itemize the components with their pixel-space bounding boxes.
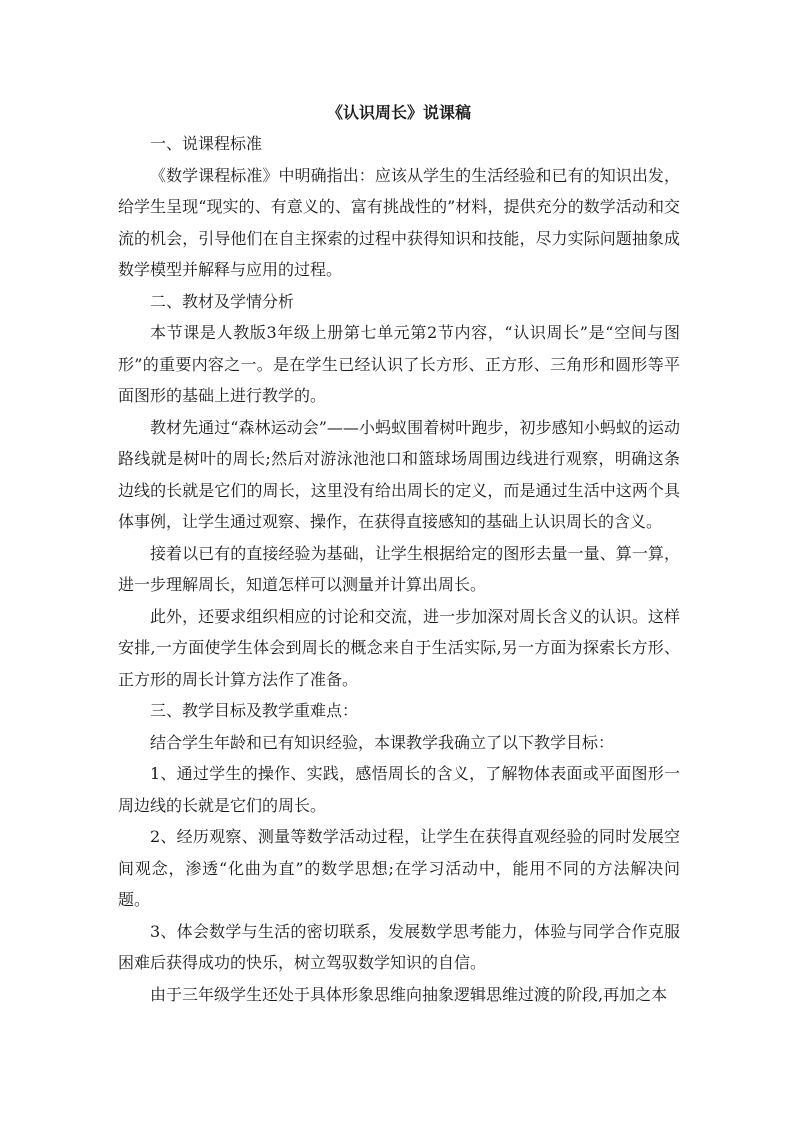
- paragraph-lesson-position: 本节课是人教版3年级上册第七单元第2节内容，“认识周长”是“空间与图形”的重要内容之一。是在学生已经认识了长方形、正方形、三角形和圆形等平面图形的基础上进行教学的。: [118, 323, 680, 405]
- document-body: [118, 98, 680, 1010]
- paragraph-direct-experience: 接着以已有的直接经验为基础，让学生根据给定的图形去量一量、算一算，进一步理解周长，知道怎样可以测量并计算出周长。: [118, 543, 680, 594]
- paragraph-discussion: 此外，还要求组织相应的讨论和交流，进一步加深对周长含义的认识。这样安排,一方面使学生体会到周长的概念来自于生活实际,另一方面为探索长方形、正方形的周长计算方法作了准备。: [118, 606, 680, 689]
- paragraph-textbook-approach: 教材先通过“森林运动会”——小蚂蚁围着树叶跑步，初步感知小蚂蚁的运动路线就是树叶的周长;然后对游泳池池口和篮球场周围边线进行观察，明确这条边线的长就是它们的周长，这里没有给出周长的定义，而是通过生活中这两个具体事例，让学生通过观察、操作，在获得直接感知的基础上认识周长的含义。: [118, 417, 680, 531]
- goal-item-3: 3、体会数学与生活的密切联系，发展数学思考能力，体验与同学合作克服困难后获得成功的快乐，树立驾驭数学知识的自信。: [118, 921, 680, 972]
- paragraph-goals-intro: 结合学生年龄和已有知识经验，本课教学我确立了以下教学目标：: [150, 732, 615, 752]
- goal-item-2: 2、经历观察、测量等数学活动过程，让学生在获得直观经验的同时发展空间观念，渗透“化曲为直”的数学思想;在学习活动中，能用不同的方法解决问题。: [118, 827, 680, 909]
- paragraph-curriculum-standard: 《数学课程标准》中明确指出：应该从学生的生活经验和已有的知识出发，给学生呈现“现实的、有意义的、富有挑战性的”材料，提供充分的数学活动和交流的机会，引导他们在自主探索的过程中获得知识和技能，尽力实际问题抽象成数学模型并解释与应用的过程。: [118, 165, 680, 279]
- section-heading-curriculum-standard: 一、说课程标准: [150, 134, 263, 153]
- goal-item-1: 1、通过学生的操作、实践，感悟周长的含义，了解物体表面或平面图形一周边线的长就是它们的周长。: [118, 764, 680, 815]
- section-heading-teaching-goals: 三、教学目标及教学重难点：: [150, 701, 359, 720]
- section-heading-textbook-analysis: 二、教材及学情分析: [150, 291, 295, 311]
- document-title: 《认识周长》说课稿: [326, 103, 471, 122]
- paragraph-student-stage: 由于三年级学生还处于具体形象思维向抽象逻辑思维过渡的阶段,再加之本: [150, 984, 668, 1004]
